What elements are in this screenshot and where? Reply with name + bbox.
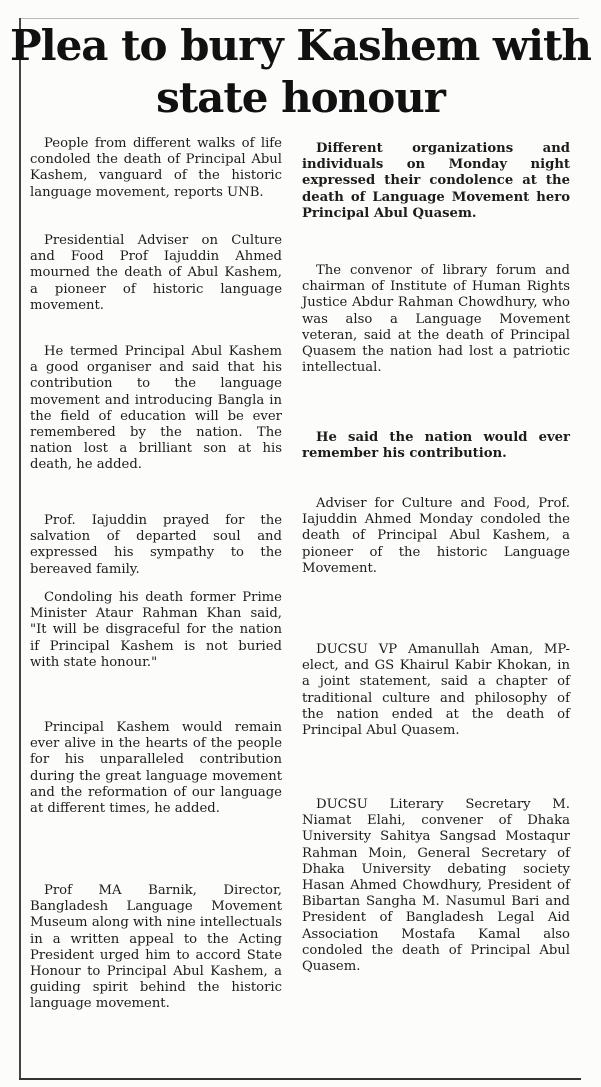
paragraph: Principal Kashem would remain ever alive in the hearts of the people for his unparalleled contribution during the great language movement and the reformation of our language at different times, he added. (30, 720, 282, 817)
left-column-para-2 (30, 233, 282, 314)
headline: Plea to bury Kashem with state honour (10, 21, 591, 122)
left-column-para-4 (30, 513, 282, 578)
left-column-para-5 (30, 590, 282, 671)
right-column-para-4 (302, 496, 570, 577)
paragraph: Prof. Iajuddin prayed for the salvation of departed soul and expressed his sympathy to the bereaved family. (30, 513, 282, 577)
paragraph: Condoling his death former Prime Minister Ataur Rahman Khan said, "It will be disgraceful for the nation if Principal Kashem is not buried with state honour." (30, 590, 282, 670)
right-column-para-3 (302, 430, 570, 462)
paragraph: He said the nation would ever remember his contribution. (302, 430, 570, 462)
paragraph: Adviser for Culture and Food, Prof. Iajuddin Ahmed Monday condoled the death of Principal Abul Kashem, a pioneer of the historic Language Movement. (302, 496, 570, 576)
top-rule (19, 18, 579, 19)
paragraph: Prof MA Barnik, Director, Bangladesh Language Movement Museum along with nine intellectuals in a written appeal to the Acting President urged him to accord State Honour to Principal Abul Kashem, a guiding spirit behind the historic language movement. (30, 883, 282, 1012)
left-column-para-3 (30, 344, 282, 474)
left-column-para-6 (30, 720, 282, 817)
left-column-rule (19, 18, 21, 1078)
left-column-para-1 (30, 136, 282, 201)
paragraph: Presidential Adviser on Culture and Food Prof Iajuddin Ahmed mourned the death of Abul Kashem, a pioneer of historic language movement. (30, 233, 282, 313)
paragraph: The convenor of library forum and chairman of Institute of Human Rights Justice Abdur Rahman Chowdhury, who was also a Language Movement veteran, said at the death of Principal Quasem the nation had lost a patriotic intellectual. (302, 263, 570, 376)
left-column-para-7 (30, 883, 282, 1013)
right-column-para-1 (302, 141, 570, 222)
paragraph: DUCSU Literary Secretary M. Niamat Elahi, convener of Dhaka University Sahitya Sangsad Mostaqur Rahman Moin, General Secretary of Dhaka University debating society Hasan Ahmed Chowdhury, President of Bibartan Sangha M. Nasumul Bari and President of Bangladesh Legal Aid Association Mostafa Kamal also condoled the death of Principal Abul Quasem. (302, 797, 570, 975)
paragraph: People from different walks of life condoled the death of Principal Abul Kashem, vanguard of the historic language movement, reports UNB. (30, 136, 282, 200)
right-column-para-6 (302, 797, 570, 975)
paragraph: He termed Principal Abul Kashem a good organiser and said that his contribution to the language movement and introducing Bangla in the field of education will be ever remembered by the nation. The nation lost a brilliant son at his death, he added. (30, 344, 282, 473)
right-column-para-5 (302, 642, 570, 739)
right-column-para-2 (302, 263, 570, 376)
bottom-rule (19, 1078, 581, 1080)
paragraph: Different organizations and individuals on Monday night expressed their condolence at the death of Language Movement hero Principal Abul Quasem. (302, 141, 570, 221)
paragraph: DUCSU VP Amanullah Aman, MP-elect, and GS Khairul Kabir Khokan, in a joint statement, said a chapter of traditional culture and philosophy of the nation ended at the death of Principal Abul Quasem. (302, 642, 570, 739)
